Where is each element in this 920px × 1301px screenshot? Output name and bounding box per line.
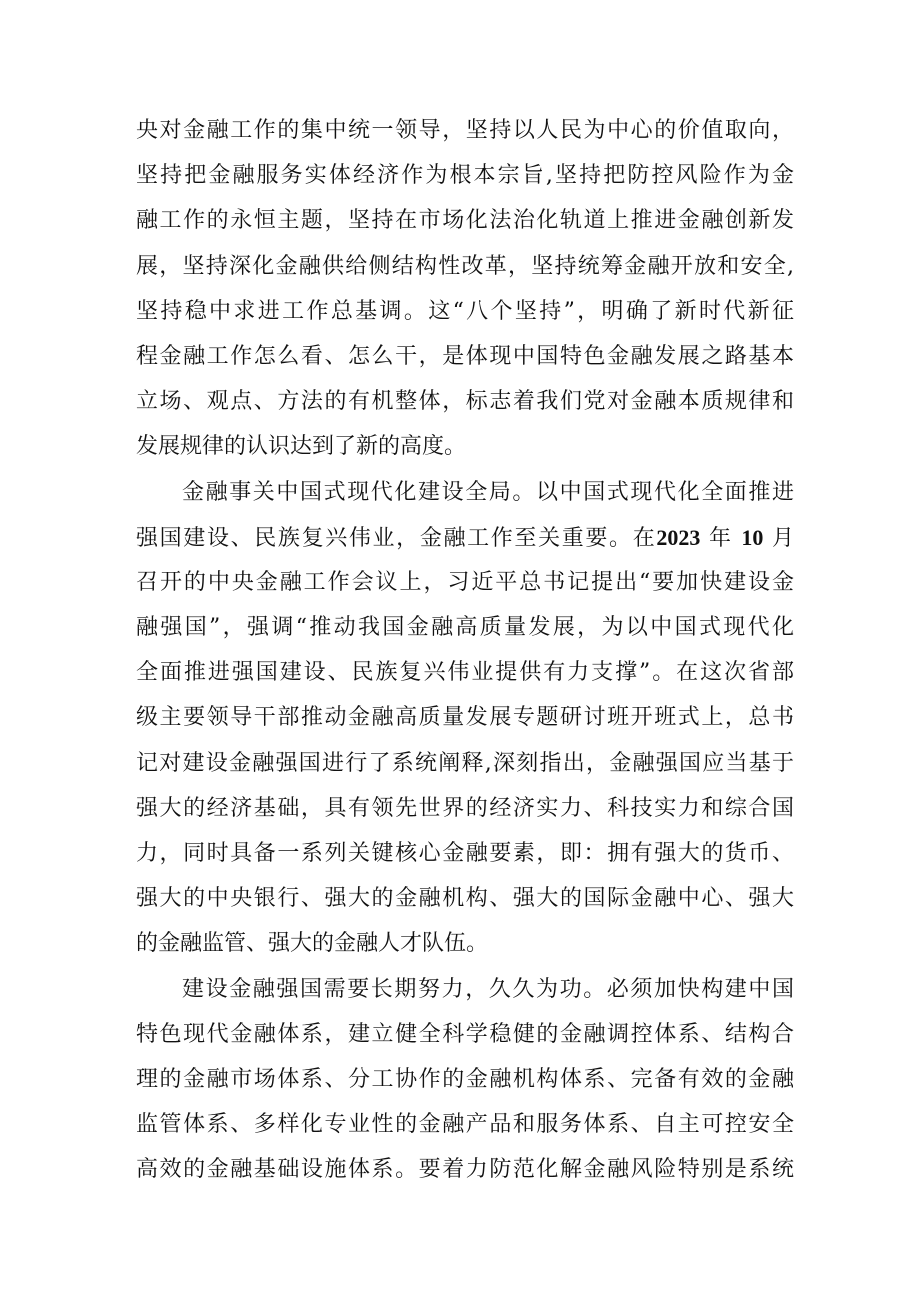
text-line: 的金融监管、强大的金融人才队伍。 <box>136 931 489 957</box>
text-line: 程金融工作怎么看、怎么干，是体现中国特色金融发展之路基本 <box>136 343 794 369</box>
text-line: 强大的中央银行、强大的金融机构、强大的国际金融中心、强大 <box>136 886 794 912</box>
text-line: 融工作的永恒主题，坚持在市场化法治化轨道上推进金融创新发 <box>136 208 794 234</box>
text-line: 监管体系、多样化专业性的金融产品和服务体系、自主可控安全 <box>136 1112 794 1138</box>
text-line: 建设金融强国需要长期努力，久久为功。必须加快构建中国 <box>182 976 794 1002</box>
text-fragment: 强国建设、民族复兴伟业，金融工作至关重要。在 <box>136 525 657 551</box>
text-line: 召开的中央金融工作会议上，习近平总书记提出“要加快建设金 <box>136 569 794 595</box>
text-line: 特色现代金融体系，建立健全科学稳健的金融调控体系、结构合 <box>136 1021 794 1047</box>
text-line: 全面推进强国建设、民族复兴伟业提供有力支撑”。在这次省部 <box>136 660 794 686</box>
text-line: 力，同时具备一系列关键核心金融要素，即：拥有强大的货币、 <box>136 841 794 866</box>
body-text <box>136 108 794 1193</box>
year-number: 2023 <box>656 524 701 550</box>
text-fragment: 月 <box>771 525 794 551</box>
text-line: 坚持把金融服务实体经济作为根本宗旨,坚持把防控风险作为金 <box>136 163 794 189</box>
text-line: 理的金融市场体系、分工协作的金融机构体系、完备有效的金融 <box>136 1066 794 1092</box>
text-line: 级主要领导干部推动金融高质量发展专题研讨班开班式上，总书 <box>136 705 794 731</box>
text-line: 发展规律的认识达到了新的高度。 <box>136 434 467 460</box>
text-line: 央对金融工作的集中统一领导，坚持以人民为中心的价值取向， <box>136 118 794 143</box>
text-line: 融强国”，强调“推动我国金融高质量发展，为以中国式现代化 <box>136 615 794 641</box>
paragraph-3 <box>136 967 794 1193</box>
text-line: 记对建设金融强国进行了系统阐释,深刻指出，金融强国应当基于 <box>136 750 794 776</box>
text-line: 坚持稳中求进工作总基调。这“八个坚持”，明确了新时代新征 <box>136 298 794 324</box>
text-line: 高效的金融基础设施体系。要着力防范化解金融风险特别是系统 <box>136 1157 794 1183</box>
text-line: 强大的经济基础，具有领先世界的经济实力、科技实力和综合国 <box>136 795 794 821</box>
paragraph-2 <box>136 470 794 967</box>
text-line: 金融事关中国式现代化建设全局。以中国式现代化全面推进 <box>182 479 794 505</box>
text-line-with-date <box>136 515 794 560</box>
paragraph-1 <box>136 108 794 470</box>
text-fragment: 年 <box>709 525 733 551</box>
text-line: 展，坚持深化金融供给侧结构性改革，坚持统筹金融开放和安全, <box>136 253 794 279</box>
text-line: 立场、观点、方法的有机整体，标志着我们党对金融本质规律和 <box>136 389 794 415</box>
month-number: 10 <box>741 524 764 550</box>
